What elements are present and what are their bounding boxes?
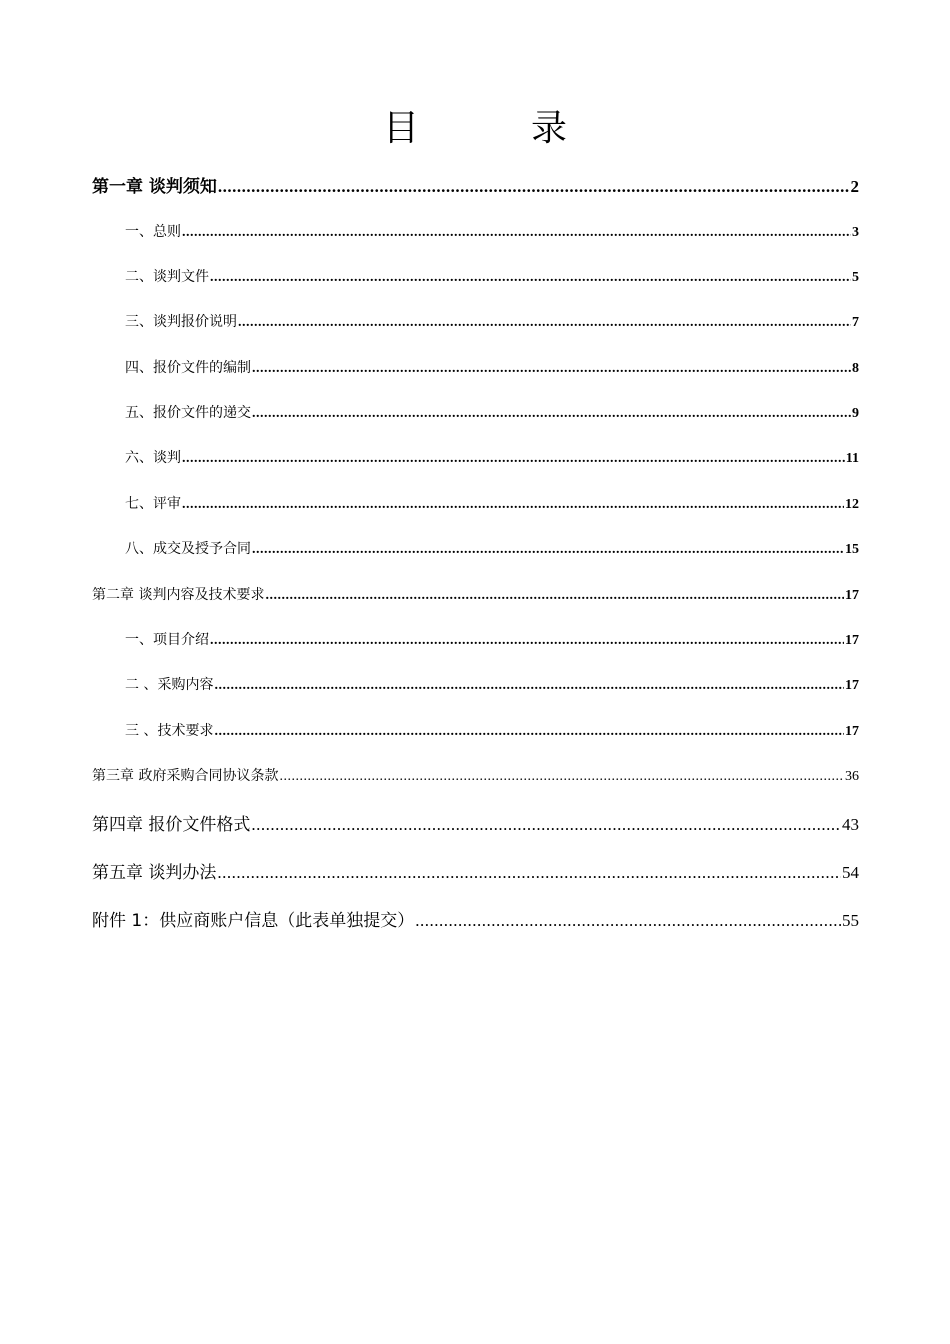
toc-leader bbox=[182, 451, 845, 467]
toc-entry-chapter-4[interactable] bbox=[92, 810, 859, 835]
toc-entry-label: 三 、技术要求 bbox=[125, 723, 214, 739]
toc-entry-page: 2 bbox=[850, 177, 859, 196]
toc-entry-2-3[interactable] bbox=[125, 720, 859, 740]
toc-entry-1-1[interactable] bbox=[125, 221, 859, 241]
toc-entry-page: 3 bbox=[852, 225, 859, 240]
toc-entry-page: 17 bbox=[845, 724, 859, 739]
toc-leader bbox=[238, 315, 851, 331]
toc-entry-page: 17 bbox=[845, 588, 859, 603]
toc-entry-appendix-1[interactable] bbox=[92, 906, 859, 931]
toc-entry-label: 八、成交及授予合同 bbox=[125, 541, 251, 557]
toc-leader bbox=[214, 724, 844, 740]
toc-leader bbox=[252, 542, 844, 558]
toc-entry-chapter-1[interactable] bbox=[92, 172, 859, 197]
toc-entry-1-3[interactable] bbox=[125, 311, 859, 331]
toc-entry-label: 二、谈判文件 bbox=[125, 269, 209, 285]
toc-title bbox=[0, 100, 950, 151]
toc-entry-page: 9 bbox=[852, 406, 859, 421]
toc-entry-page: 54 bbox=[842, 863, 859, 882]
toc-entry-page: 17 bbox=[845, 678, 859, 693]
toc-entry-label: 第五章 谈判办法 bbox=[92, 863, 217, 883]
toc-entry-label: 三、谈判报价说明 bbox=[125, 314, 237, 330]
toc-entry-label: 五、报价文件的递交 bbox=[125, 405, 251, 421]
toc-leader bbox=[415, 911, 841, 931]
toc-entry-1-4[interactable] bbox=[125, 357, 859, 377]
toc-entry-label: 七、评审 bbox=[125, 496, 181, 512]
toc-leader bbox=[265, 588, 844, 604]
toc-entry-page: 7 bbox=[852, 315, 859, 330]
toc-leader bbox=[210, 270, 851, 286]
toc-title-char-2: 录 bbox=[531, 108, 568, 149]
toc-entry-page: 43 bbox=[842, 815, 859, 834]
toc-leader bbox=[217, 863, 841, 883]
toc-entry-label: 一、总则 bbox=[125, 224, 181, 240]
toc-entry-2-1[interactable] bbox=[125, 629, 859, 649]
toc-entry-label: 第四章 报价文件格式 bbox=[92, 815, 251, 835]
toc-entry-page: 5 bbox=[852, 270, 859, 285]
toc-entry-1-7[interactable] bbox=[125, 493, 859, 513]
toc-entry-1-8[interactable] bbox=[125, 538, 859, 558]
toc-leader bbox=[218, 177, 850, 197]
toc-entry-label: 附件 1：供应商账户信息（此表单独提交） bbox=[92, 911, 415, 931]
toc-entry-label: 第三章 政府采购合同协议条款 bbox=[92, 768, 279, 784]
toc-entry-page: 15 bbox=[845, 542, 859, 557]
toc-entry-label: 一、项目介绍 bbox=[125, 632, 209, 648]
toc-leader bbox=[182, 497, 844, 513]
toc-entry-page: 12 bbox=[845, 497, 859, 512]
toc-entry-page: 11 bbox=[845, 451, 859, 466]
toc-entry-page: 17 bbox=[845, 633, 859, 648]
toc-leader bbox=[279, 769, 844, 785]
toc-entry-1-5[interactable] bbox=[125, 402, 859, 422]
toc-entry-label: 四、报价文件的编制 bbox=[125, 360, 251, 376]
toc-entry-1-6[interactable] bbox=[125, 447, 859, 467]
toc-entry-chapter-5[interactable] bbox=[92, 858, 859, 883]
toc-title-char-1: 目 bbox=[382, 108, 419, 149]
toc-entry-1-2[interactable] bbox=[125, 266, 859, 286]
toc-entry-page: 36 bbox=[845, 769, 859, 784]
toc-entry-label: 第二章 谈判内容及技术要求 bbox=[92, 587, 265, 603]
toc-entry-chapter-3[interactable] bbox=[92, 765, 859, 785]
toc-entry-2-2[interactable] bbox=[125, 674, 859, 694]
toc-leader bbox=[252, 406, 851, 422]
toc-entry-page: 8 bbox=[852, 361, 859, 376]
toc-leader bbox=[251, 815, 841, 835]
toc-entry-label: 六、谈判 bbox=[125, 450, 181, 466]
toc-leader bbox=[252, 361, 851, 377]
toc-leader bbox=[210, 633, 844, 649]
toc-entry-page: 55 bbox=[842, 911, 859, 930]
toc-leader bbox=[182, 225, 851, 241]
toc-entry-label: 二 、采购内容 bbox=[125, 677, 214, 693]
toc-leader bbox=[214, 678, 844, 694]
toc-entry-chapter-2[interactable] bbox=[92, 584, 859, 604]
toc-entry-label: 第一章 谈判须知 bbox=[92, 177, 217, 197]
